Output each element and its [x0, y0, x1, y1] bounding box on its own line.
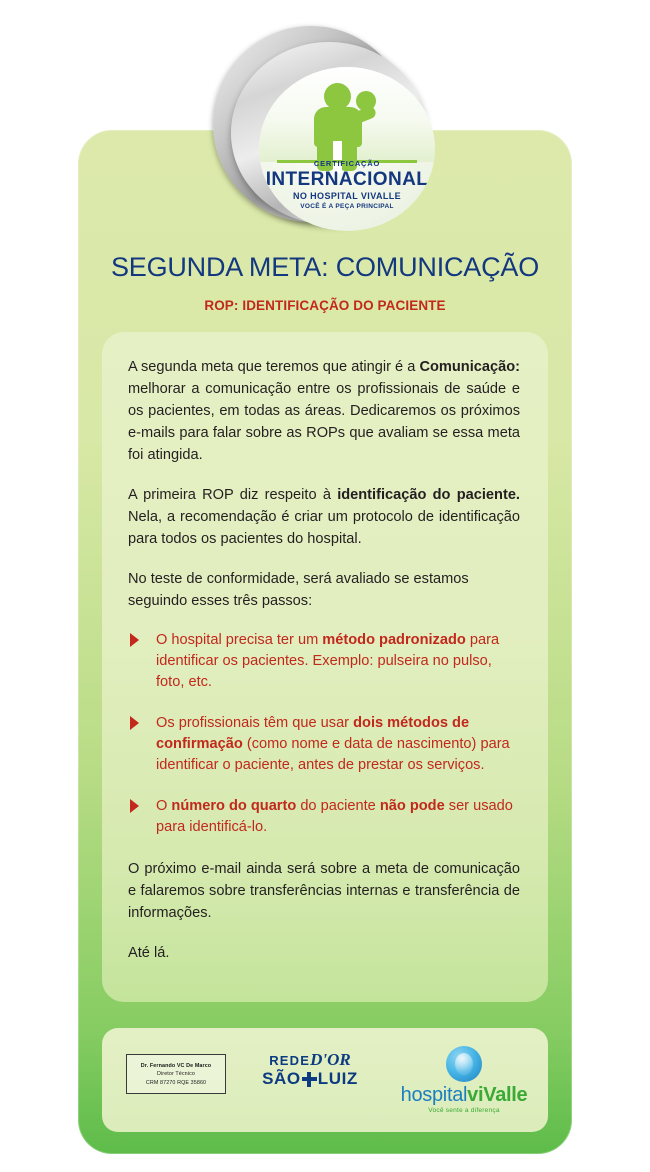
- hospital-vivalle-logo: [388, 1046, 540, 1114]
- luiz-text: LUIZ: [317, 1069, 358, 1088]
- list-item-bold: método padronizado: [322, 632, 466, 648]
- seal-middle-ring: [231, 42, 427, 224]
- seal-line-1: CERTIFICAÇÃO: [313, 158, 381, 168]
- rede-dor-sao-luiz-logo: [254, 1050, 366, 1089]
- list-item: [128, 796, 520, 838]
- paragraph-2: [128, 484, 520, 550]
- body-text: [128, 356, 520, 982]
- doctor-name: Dr. Fernando VC De Marco: [140, 1063, 212, 1069]
- paragraph-1: [128, 356, 520, 466]
- doctor-registration: CRM 87270 RQE 35860: [145, 1079, 207, 1086]
- seal-line-3: NO HOSPITAL VIVALLE: [292, 190, 402, 201]
- paragraph-2-part-c: Nela, a recomendação é criar um protocolo de identificação para todos os pacientes do hospital.: [128, 509, 520, 547]
- list-item-part-c: (como nome e data de nascimento) para identificar o paciente, antes de prestar os serviços.: [156, 736, 510, 773]
- paragraph-1-bold: Comunicação:: [419, 359, 520, 375]
- water-drop-icon: [446, 1046, 482, 1082]
- paragraph-3: No teste de conformidade, será avaliado se estamos seguindo esses três passos:: [128, 571, 469, 609]
- sao-text: SÃO: [262, 1069, 301, 1088]
- sao-luiz-line: [254, 1069, 366, 1089]
- vivalle-wordmark: [388, 1084, 540, 1106]
- list-item-part-a: O: [156, 798, 172, 814]
- list-item-bold-1: número do quarto: [171, 798, 297, 814]
- medical-cross-icon: [302, 1072, 317, 1087]
- vivalle-text: viValle: [467, 1084, 528, 1106]
- paragraph-4: O próximo e-mail ainda será sobre a meta de comunicação e falaremos sobre transferências internas e transferência de informações.: [128, 861, 520, 921]
- seal-inner-face: [259, 67, 435, 231]
- paragraph-2-bold: identificação do paciente.: [337, 487, 520, 503]
- list-item: [128, 630, 520, 693]
- list-item-part-a: O hospital precisa ter um: [156, 632, 323, 648]
- rede-text: REDE: [269, 1053, 311, 1068]
- dor-text: D'OR: [310, 1050, 351, 1069]
- arrow-right-icon: [130, 799, 139, 813]
- page-subtitle: ROP: IDENTIFICAÇÃO DO PACIENTE: [204, 298, 446, 313]
- list-item-part-a: Os profissionais têm que usar: [156, 715, 354, 731]
- vivalle-slogan: Você sente a diferença: [428, 1107, 500, 1114]
- arrow-right-icon: [130, 716, 139, 730]
- seal-line-4: VOCÊ É A PEÇA PRINCIPAL: [300, 202, 394, 210]
- seal-line-2: INTERNACIONAL: [265, 168, 429, 190]
- bullet-list: [128, 630, 520, 838]
- page-title: SEGUNDA META: COMUNICAÇÃO: [110, 252, 540, 282]
- arrow-right-icon: [130, 633, 139, 647]
- doctor-role: Diretor Técnico: [157, 1071, 195, 1078]
- list-item-bold: dois métodos de confirmação: [156, 715, 470, 752]
- list-item: [128, 713, 520, 776]
- footer-panel: [102, 1028, 548, 1132]
- rede-dor-line: [254, 1050, 366, 1070]
- paragraph-1-part-c: melhorar a comunicação entre os profissionais de saúde e os pacientes, em todas as áreas. Dedicaremos os próximos e-mails para falar sobre as ROPs que avaliam se essa meta foi atingida.: [128, 381, 520, 463]
- seal-text-block: [259, 159, 435, 212]
- doctor-stamp: [126, 1054, 226, 1094]
- paragraph-1-part-a: A segunda meta que teremos que atingir é a: [128, 359, 420, 375]
- paragraph-5: Até lá.: [128, 945, 170, 961]
- hospital-text: hospital: [400, 1084, 468, 1106]
- list-item-part-c: para identificar os pacientes. Exemplo: pulseira no pulso, foto, etc.: [156, 632, 500, 690]
- paragraph-2-part-a: A primeira ROP diz respeito à: [128, 487, 338, 503]
- content-card: [78, 130, 572, 1154]
- list-item-part-e: ser usado para identificá-lo.: [156, 798, 513, 835]
- list-item-bold-2: não pode: [379, 798, 445, 814]
- body-panel: [102, 332, 548, 1002]
- list-item-part-c: do paciente: [296, 798, 380, 814]
- certification-seal: [213, 26, 437, 222]
